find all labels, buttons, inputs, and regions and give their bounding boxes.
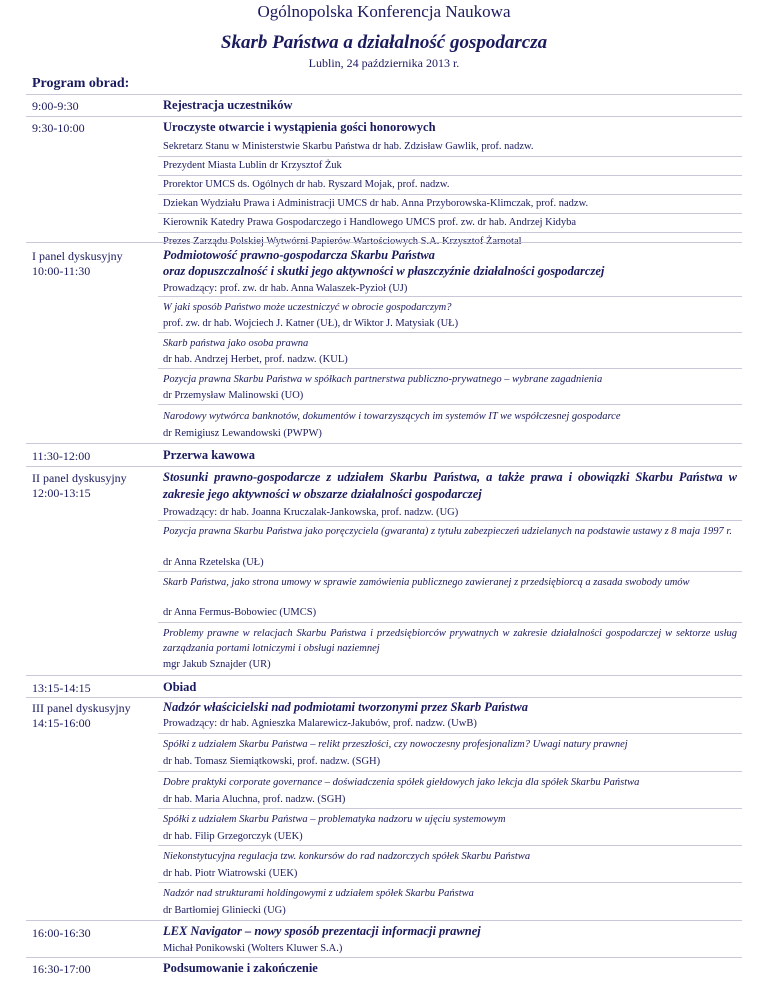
panel-label: I panel dyskusyjny	[32, 249, 123, 263]
session-title: Obiad	[163, 680, 197, 694]
separator	[26, 94, 742, 95]
talk-title: Problemy prawne w relacjach Skarbu Państwa i przedsiębiorców prywatnych w zakresie działalności gospodarczej w sektorze usług zarządzania portami lotniczymi i obsługi naziemnej	[163, 628, 737, 654]
separator	[158, 520, 742, 521]
separator	[158, 622, 742, 623]
separator	[158, 156, 742, 157]
conference-title: Skarb Państwa a działalność gospodarcza	[220, 32, 548, 53]
separator	[158, 194, 742, 195]
session-time: 10:00-11:30	[32, 264, 91, 278]
separator	[158, 808, 742, 809]
panel-title: Nadzór właścicielski nad podmiotami tworzonymi przez Skarb Państwa	[163, 700, 528, 714]
session-time: 14:15-16:00	[32, 716, 91, 730]
talk-title: Nadzór nad strukturami holdingowymi z udziałem spółek Skarbu Państwa	[163, 888, 474, 899]
session-time: 16:30-17:00	[32, 962, 91, 976]
session-title: Podsumowanie i zakończenie	[163, 961, 318, 975]
talk-title: Skarb państwa jako osoba prawna	[163, 338, 309, 349]
session-title: Uroczyste otwarcie i wystąpienia gości honorowych	[163, 120, 436, 134]
separator	[26, 116, 742, 117]
talk-authors: dr hab. Filip Grzegorczyk (UEK)	[163, 831, 303, 842]
talk-title: Spółki z udziałem Skarbu Państwa – relikt przeszłości, czy nowoczesny profesjonalizm? Uwagi natury prawnej	[163, 739, 628, 750]
separator	[26, 920, 742, 921]
separator	[158, 332, 742, 333]
talk-title: Niekonstytucyjna regulacja tzw. konkursów do rad nadzorczych spółek Skarbu Państwa	[163, 851, 531, 862]
guest-line: Prezes Zarządu Polskiej Wytwórni Papierów Wartościowych S.A. Krzysztof Żarnotal	[163, 236, 522, 247]
separator	[158, 296, 742, 297]
session-time: 9:30-10:00	[32, 121, 85, 135]
talk-authors: dr hab. Tomasz Siemiątkowski, prof. nadzw. (SGH)	[163, 756, 381, 767]
separator	[158, 175, 742, 176]
panel-label: II panel dyskusyjny	[32, 471, 127, 485]
session-time: 9:00-9:30	[32, 99, 79, 113]
program-heading: Program obrad:	[32, 76, 130, 91]
session-time: 13:15-14:15	[32, 681, 91, 695]
session-speaker: Michał Ponikowski (Wolters Kluwer S.A.)	[163, 943, 343, 954]
panel-chair: Prowadzący: prof. zw. dr hab. Anna Walaszek-Pyzioł (UJ)	[163, 283, 408, 294]
session-title: LEX Navigator – nowy sposób prezentacji informacji prawnej	[163, 924, 481, 938]
session-title: Przerwa kawowa	[163, 448, 255, 462]
separator	[26, 957, 742, 958]
talk-authors: prof. zw. dr hab. Wojciech J. Katner (UŁ), dr Wiktor J. Matysiak (UŁ)	[163, 318, 459, 329]
talk-title: Dobre praktyki corporate governance – doświadczenia spółek giełdowych jako lekcja dla spółek Skarbu Państwa	[163, 777, 640, 788]
guest-line: Dziekan Wydziału Prawa i Administracji UMCS dr hab. Anna Przyborowska-Klimczak, prof. nadzw.	[163, 198, 589, 209]
separator	[158, 232, 742, 233]
separator	[158, 213, 742, 214]
separator	[158, 368, 742, 369]
session-time: 12:00-13:15	[32, 486, 91, 500]
talk-authors: dr Anna Rzetelska (UŁ)	[163, 557, 264, 568]
panel-title-cont: oraz dopuszczalność i skutki jego aktywności w płaszczyźnie działalności gospodarczej	[163, 264, 605, 278]
talk-authors: dr Przemysław Malinowski (UO)	[163, 390, 304, 401]
talk-authors: mgr Jakub Sznajder (UR)	[163, 659, 271, 670]
panel-chair: Prowadzący: dr hab. Agnieszka Malarewicz-Jakubów, prof. nadzw. (UwB)	[163, 718, 477, 729]
separator	[158, 882, 742, 883]
panel-label: III panel dyskusyjny	[32, 701, 131, 715]
talk-authors: dr hab. Maria Aluchna, prof. nadzw. (SGH)	[163, 794, 346, 805]
conference-date-place: Lublin, 24 października 2013 r.	[308, 56, 460, 70]
panel-chair: Prowadzący: dr hab. Joanna Kruczalak-Jankowska, prof. nadzw. (UG)	[163, 507, 459, 518]
separator	[158, 733, 742, 734]
talk-title: W jaki sposób Państwo może uczestniczyć w obrocie gospodarczym?	[163, 302, 452, 313]
session-title: Rejestracja uczestników	[163, 98, 293, 112]
talk-authors: dr Bartłomiej Gliniecki (UG)	[163, 905, 286, 916]
talk-authors: dr hab. Piotr Wiatrowski (UEK)	[163, 868, 298, 879]
separator	[26, 675, 742, 676]
separator	[158, 404, 742, 405]
separator	[26, 242, 742, 243]
guest-line: Kierownik Katedry Prawa Gospodarczego i Handlowego UMCS prof. zw. dr hab. Andrzej Kidyba	[163, 217, 577, 228]
separator	[158, 845, 742, 846]
talk-authors: dr hab. Andrzej Herbet, prof. nadzw. (KUL)	[163, 354, 348, 365]
conference-type: Ogólnopolska Konferencja Naukowa	[257, 2, 511, 21]
guest-line: Prorektor UMCS ds. Ogólnych dr hab. Ryszard Mojak, prof. nadzw.	[163, 179, 450, 190]
separator	[158, 771, 742, 772]
panel-title: Podmiotowość prawno-gospodarcza Skarbu Państwa	[163, 248, 435, 262]
separator	[158, 571, 742, 572]
talk-title: Pozycja prawna Skarbu Państwa w spółkach partnerstwa publiczno-prywatnego – wybrane zagadnienia	[163, 374, 603, 385]
talk-title: Spółki z udziałem Skarbu Państwa – problematyka nadzoru w ujęciu systemowym	[163, 814, 506, 825]
guest-line: Prezydent Miasta Lublin dr Krzysztof Żuk	[163, 160, 342, 171]
talk-title: Skarb Państwa, jako strona umowy w sprawie zamówienia publicznego zawieranej z przedsiębiorcą a zasada swobody umów	[163, 577, 690, 588]
talk-title: Pozycja prawna Skarbu Państwa jako poręczyciela (gwaranta) z tytułu zabezpieczeń udzielanych na podstawie ustawy z 8 maja 1997 r.	[163, 526, 732, 537]
panel-title: Stosunki prawno-gospodarcze z udziałem Skarbu Państwa, a także prawa i obowiązki Skarbu Państwa w zakresie jego aktywności w obszarze działalności gospodarczej	[163, 470, 737, 501]
separator	[26, 466, 742, 467]
guest-line: Sekretarz Stanu w Ministerstwie Skarbu Państwa dr hab. Zdzisław Gawlik, prof. nadzw.	[163, 141, 534, 152]
talk-title: Narodowy wytwórca banknotów, dokumentów i towarzyszących im systemów IT we współczesnej gospodarce	[163, 411, 621, 422]
separator	[26, 443, 742, 444]
session-time: 11:30-12:00	[32, 449, 91, 463]
talk-authors: dr Remigiusz Lewandowski (PWPW)	[163, 428, 322, 439]
separator	[26, 697, 742, 698]
talk-authors: dr Anna Fermus-Bobowiec (UMCS)	[163, 607, 317, 618]
session-time: 16:00-16:30	[32, 926, 91, 940]
